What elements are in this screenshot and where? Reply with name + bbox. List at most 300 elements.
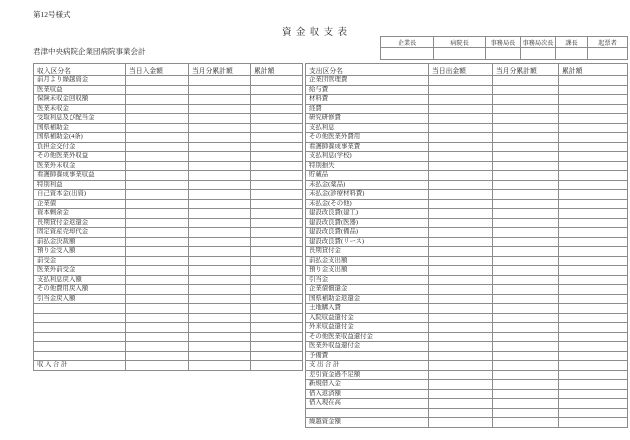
expense-row xyxy=(306,313,628,323)
expense-total-row xyxy=(306,361,628,371)
amount-cell xyxy=(429,285,493,295)
income-table xyxy=(33,63,303,371)
amount-cell xyxy=(126,294,189,304)
amount-cell xyxy=(251,161,303,171)
amount-cell xyxy=(429,76,493,86)
amount-cell xyxy=(189,361,251,371)
row-label-cell: 建設改良費(医器) xyxy=(306,218,429,228)
row-label-cell: 外来収益還付金 xyxy=(306,323,429,333)
amount-cell xyxy=(126,85,189,95)
amount-cell xyxy=(189,228,251,238)
amount-cell xyxy=(559,332,628,342)
amount-cell xyxy=(189,332,251,342)
expense-column-header: 支出区分名 xyxy=(306,64,429,76)
amount-cell xyxy=(251,76,303,86)
amount-cell xyxy=(189,247,251,257)
income-row xyxy=(34,228,303,238)
form-number: 第12号様式 xyxy=(33,10,71,19)
row-label-cell: 資本剰余金 xyxy=(34,209,126,219)
amount-cell xyxy=(189,85,251,95)
income-row xyxy=(34,285,303,295)
amount-cell xyxy=(493,190,559,200)
row-label-cell: 支払利息(学校) xyxy=(306,152,429,162)
amount-cell xyxy=(251,190,303,200)
row-label-cell: 土地購入費 xyxy=(306,304,429,314)
amount-cell xyxy=(559,237,628,247)
empty-row xyxy=(34,342,303,352)
income-total-row xyxy=(34,361,303,371)
amount-cell xyxy=(189,171,251,181)
amount-cell xyxy=(251,180,303,190)
empty-row xyxy=(34,332,303,342)
amount-cell xyxy=(251,114,303,124)
amount-cell xyxy=(559,180,628,190)
amount-cell xyxy=(251,304,303,314)
amount-cell xyxy=(493,313,559,323)
amount-cell xyxy=(126,76,189,86)
amount-cell xyxy=(189,266,251,276)
expense-row xyxy=(306,266,628,276)
amount-cell xyxy=(559,266,628,276)
amount-cell xyxy=(559,76,628,86)
expense-row xyxy=(306,332,628,342)
amount-cell xyxy=(251,199,303,209)
amount-cell xyxy=(126,313,189,323)
row-label-cell: 保険未収金回収額 xyxy=(34,95,126,105)
amount-cell xyxy=(493,114,559,124)
expense-row xyxy=(306,256,628,266)
income-row xyxy=(34,199,303,209)
amount-cell xyxy=(429,294,493,304)
amount-cell xyxy=(493,142,559,152)
amount-cell xyxy=(189,152,251,162)
row-label-cell: 未払金(薬品) xyxy=(306,180,429,190)
expense-row xyxy=(306,351,628,361)
amount-cell xyxy=(126,95,189,105)
expense-row xyxy=(306,104,628,114)
amount-cell xyxy=(429,332,493,342)
amount-cell xyxy=(126,332,189,342)
amount-cell xyxy=(251,85,303,95)
amount-cell xyxy=(429,342,493,352)
expense-row xyxy=(306,247,628,257)
amount-cell xyxy=(126,323,189,333)
amount-cell xyxy=(559,351,628,361)
amount-cell xyxy=(429,256,493,266)
amount-cell xyxy=(493,342,559,352)
amount-cell xyxy=(429,408,493,418)
amount-cell xyxy=(126,152,189,162)
income-row xyxy=(34,171,303,181)
amount-cell xyxy=(559,418,628,428)
amount-cell xyxy=(559,285,628,295)
row-label-cell xyxy=(34,323,126,333)
row-label-cell xyxy=(34,332,126,342)
expense-row xyxy=(306,85,628,95)
expense-row xyxy=(306,285,628,295)
income-row xyxy=(34,152,303,162)
expense-table xyxy=(305,63,628,428)
summary-row xyxy=(306,380,628,390)
income-row xyxy=(34,266,303,276)
income-row xyxy=(34,76,303,86)
row-label-cell: 医業外前受金 xyxy=(34,266,126,276)
amount-cell xyxy=(559,218,628,228)
amount-cell xyxy=(493,237,559,247)
expense-row xyxy=(306,342,628,352)
amount-cell xyxy=(559,256,628,266)
income-row xyxy=(34,142,303,152)
row-label-cell: 医業外未収金 xyxy=(34,161,126,171)
amount-cell xyxy=(559,152,628,162)
row-label-cell: 建設改良費(建工) xyxy=(306,209,429,219)
row-label-cell: 預り金受入額 xyxy=(34,247,126,257)
amount-cell xyxy=(189,123,251,133)
row-label-cell: 収 入 合 計 xyxy=(34,361,126,371)
amount-cell xyxy=(251,152,303,162)
amount-cell xyxy=(493,408,559,418)
income-column-header: 当日入金額 xyxy=(126,64,189,76)
amount-cell xyxy=(429,228,493,238)
summary-row xyxy=(306,370,628,380)
amount-cell xyxy=(429,180,493,190)
approval-header-row xyxy=(381,37,628,48)
amount-cell xyxy=(126,161,189,171)
amount-cell xyxy=(559,323,628,333)
expense-row xyxy=(306,294,628,304)
account-name: 君津中央病院企業団病院事業会計 xyxy=(33,47,146,56)
row-label-cell: 企業団管理費 xyxy=(306,76,429,86)
amount-cell xyxy=(189,142,251,152)
empty-row xyxy=(34,304,303,314)
amount-cell xyxy=(493,361,559,371)
amount-cell xyxy=(126,133,189,143)
amount-cell xyxy=(189,133,251,143)
amount-cell xyxy=(429,266,493,276)
approval-signature-row xyxy=(381,48,628,60)
amount-cell xyxy=(429,171,493,181)
amount-cell xyxy=(493,199,559,209)
amount-cell xyxy=(559,161,628,171)
amount-cell xyxy=(189,304,251,314)
amount-cell xyxy=(559,275,628,285)
amount-cell xyxy=(493,104,559,114)
amount-cell xyxy=(493,332,559,342)
approval-column-header: 事務局次長 xyxy=(521,37,556,48)
amount-cell xyxy=(559,228,628,238)
amount-cell xyxy=(189,180,251,190)
row-label-cell: 引当金戻入額 xyxy=(34,294,126,304)
expense-row xyxy=(306,237,628,247)
row-label-cell: 受取利息及び配当金 xyxy=(34,114,126,124)
income-column-header: 累計額 xyxy=(251,64,303,76)
expense-row xyxy=(306,323,628,333)
amount-cell xyxy=(189,237,251,247)
amount-cell xyxy=(251,285,303,295)
expense-row xyxy=(306,142,628,152)
approval-signature-cell xyxy=(588,48,628,60)
amount-cell xyxy=(189,294,251,304)
amount-cell xyxy=(493,399,559,409)
page-title: 資 金 収 支 表 xyxy=(281,28,348,38)
row-label-cell: 特別利益 xyxy=(34,180,126,190)
amount-cell xyxy=(126,199,189,209)
amount-cell xyxy=(493,161,559,171)
amount-cell xyxy=(559,247,628,257)
row-label-cell: 繰越資金額 xyxy=(306,418,429,428)
amount-cell xyxy=(429,247,493,257)
row-label-cell xyxy=(34,304,126,314)
amount-cell xyxy=(493,152,559,162)
expense-row xyxy=(306,180,628,190)
amount-cell xyxy=(126,304,189,314)
expense-row xyxy=(306,95,628,105)
amount-cell xyxy=(429,323,493,333)
amount-cell xyxy=(189,351,251,361)
amount-cell xyxy=(493,218,559,228)
summary-row xyxy=(306,399,628,409)
expense-row xyxy=(306,114,628,124)
amount-cell xyxy=(493,285,559,295)
row-label-cell: 差引資金過不足額 xyxy=(306,370,429,380)
row-label-cell: 負担金交付金 xyxy=(34,142,126,152)
row-label-cell: 医業外収益還付金 xyxy=(306,342,429,352)
amount-cell xyxy=(493,228,559,238)
amount-cell xyxy=(493,275,559,285)
amount-cell xyxy=(559,389,628,399)
row-label-cell: その他医業収益還付金 xyxy=(306,332,429,342)
summary-row xyxy=(306,389,628,399)
row-label-cell: 経費 xyxy=(306,104,429,114)
amount-cell xyxy=(429,218,493,228)
row-label-cell xyxy=(306,408,429,418)
amount-cell xyxy=(429,123,493,133)
amount-cell xyxy=(251,275,303,285)
amount-cell xyxy=(126,247,189,257)
amount-cell xyxy=(189,199,251,209)
amount-cell xyxy=(126,123,189,133)
row-label-cell: 国県補助金 xyxy=(34,123,126,133)
row-label-cell: 医業未収金 xyxy=(34,104,126,114)
amount-cell xyxy=(189,209,251,219)
approval-column-header: 課長 xyxy=(556,37,588,48)
amount-cell xyxy=(429,275,493,285)
expense-row xyxy=(306,199,628,209)
approval-signature-cell xyxy=(486,48,521,60)
amount-cell xyxy=(429,104,493,114)
amount-cell xyxy=(559,408,628,418)
row-label-cell: 借入現在高 xyxy=(306,399,429,409)
amount-cell xyxy=(429,85,493,95)
amount-cell xyxy=(189,76,251,86)
row-label-cell: その他費用戻入額 xyxy=(34,285,126,295)
amount-cell xyxy=(559,114,628,124)
income-row xyxy=(34,209,303,219)
amount-cell xyxy=(559,342,628,352)
amount-cell xyxy=(559,104,628,114)
empty-row xyxy=(34,323,303,333)
amount-cell xyxy=(559,304,628,314)
row-label-cell: 医業収益 xyxy=(34,85,126,95)
amount-cell xyxy=(251,266,303,276)
amount-cell xyxy=(429,114,493,124)
expense-row xyxy=(306,228,628,238)
amount-cell xyxy=(429,361,493,371)
row-label-cell: 看護師養成事業収益 xyxy=(34,171,126,181)
amount-cell xyxy=(493,389,559,399)
amount-cell xyxy=(493,123,559,133)
spacer-row xyxy=(306,408,628,418)
amount-cell xyxy=(251,95,303,105)
income-row xyxy=(34,104,303,114)
amount-cell xyxy=(559,123,628,133)
amount-cell xyxy=(251,361,303,371)
income-column-header: 当月分累計額 xyxy=(189,64,251,76)
amount-cell xyxy=(126,142,189,152)
row-label-cell: 支払利息戻入額 xyxy=(34,275,126,285)
amount-cell xyxy=(189,104,251,114)
amount-cell xyxy=(559,399,628,409)
amount-cell xyxy=(493,209,559,219)
approval-column-header: 企業長 xyxy=(381,37,434,48)
row-label-cell: 前受金 xyxy=(34,256,126,266)
amount-cell xyxy=(429,237,493,247)
income-row xyxy=(34,275,303,285)
row-label-cell xyxy=(34,313,126,323)
amount-cell xyxy=(126,351,189,361)
expense-header-row xyxy=(306,64,628,76)
amount-cell xyxy=(189,161,251,171)
expense-row xyxy=(306,123,628,133)
amount-cell xyxy=(251,171,303,181)
income-row xyxy=(34,247,303,257)
amount-cell xyxy=(126,275,189,285)
approval-column-header: 事務局長 xyxy=(486,37,521,48)
amount-cell xyxy=(429,370,493,380)
amount-cell xyxy=(126,266,189,276)
amount-cell xyxy=(189,114,251,124)
amount-cell xyxy=(251,247,303,257)
amount-cell xyxy=(493,294,559,304)
amount-cell xyxy=(189,256,251,266)
amount-cell xyxy=(189,342,251,352)
amount-cell xyxy=(429,152,493,162)
expense-row xyxy=(306,209,628,219)
amount-cell xyxy=(493,256,559,266)
row-label-cell: 未払金(その他) xyxy=(306,199,429,209)
row-label-cell: 入院収益還付金 xyxy=(306,313,429,323)
row-label-cell: 前払金支出額 xyxy=(306,256,429,266)
amount-cell xyxy=(126,361,189,371)
amount-cell xyxy=(251,209,303,219)
income-row xyxy=(34,123,303,133)
amount-cell xyxy=(429,133,493,143)
amount-cell xyxy=(251,332,303,342)
income-row xyxy=(34,161,303,171)
amount-cell xyxy=(429,142,493,152)
row-label-cell: 長期貸付金 xyxy=(306,247,429,257)
row-label-cell: 予備費 xyxy=(306,351,429,361)
amount-cell xyxy=(429,389,493,399)
amount-cell xyxy=(559,171,628,181)
approval-signature-cell xyxy=(381,48,434,60)
amount-cell xyxy=(559,313,628,323)
amount-cell xyxy=(429,380,493,390)
expense-row xyxy=(306,275,628,285)
approval-column-header: 病院長 xyxy=(434,37,486,48)
expense-row xyxy=(306,161,628,171)
income-row xyxy=(34,85,303,95)
amount-cell xyxy=(251,351,303,361)
amount-cell xyxy=(559,370,628,380)
row-label-cell: 引当金 xyxy=(306,275,429,285)
amount-cell xyxy=(189,285,251,295)
row-label-cell: 新規借入金 xyxy=(306,380,429,390)
amount-cell xyxy=(126,237,189,247)
row-label-cell: 支 出 合 計 xyxy=(306,361,429,371)
row-label-cell: 長期貸付金返還金 xyxy=(34,218,126,228)
approval-signature-cell xyxy=(521,48,556,60)
amount-cell xyxy=(251,237,303,247)
approval-signature-table xyxy=(380,36,628,60)
income-row xyxy=(34,256,303,266)
amount-cell xyxy=(251,218,303,228)
amount-cell xyxy=(493,76,559,86)
amount-cell xyxy=(251,294,303,304)
amount-cell xyxy=(251,256,303,266)
row-label-cell xyxy=(34,342,126,352)
row-label-cell: 前月より繰越資金 xyxy=(34,76,126,86)
amount-cell xyxy=(429,313,493,323)
amount-cell xyxy=(126,114,189,124)
row-label-cell: その他医業外収益 xyxy=(34,152,126,162)
row-label-cell: 建設改良費(リース) xyxy=(306,237,429,247)
expense-row xyxy=(306,133,628,143)
row-label-cell: 未払金(診療材料費) xyxy=(306,190,429,200)
amount-cell xyxy=(493,266,559,276)
row-label-cell: 給与費 xyxy=(306,85,429,95)
income-header-row xyxy=(34,64,303,76)
amount-cell xyxy=(559,199,628,209)
amount-cell xyxy=(493,418,559,428)
row-label-cell: 研究研修費 xyxy=(306,114,429,124)
income-row xyxy=(34,180,303,190)
row-label-cell: 自己資本金(出資) xyxy=(34,190,126,200)
expense-column-header: 累計額 xyxy=(559,64,628,76)
amount-cell xyxy=(126,342,189,352)
row-label-cell xyxy=(34,351,126,361)
amount-cell xyxy=(251,123,303,133)
amount-cell xyxy=(493,171,559,181)
income-row xyxy=(34,190,303,200)
amount-cell xyxy=(493,370,559,380)
amount-cell xyxy=(251,313,303,323)
income-row xyxy=(34,95,303,105)
expense-row xyxy=(306,304,628,314)
income-column-header: 収入区分名 xyxy=(34,64,126,76)
amount-cell xyxy=(429,209,493,219)
carryover-row xyxy=(306,418,628,428)
row-label-cell: 前払金決裁額 xyxy=(34,237,126,247)
row-label-cell: 国県補助金返還金 xyxy=(306,294,429,304)
amount-cell xyxy=(493,85,559,95)
amount-cell xyxy=(429,95,493,105)
amount-cell xyxy=(559,190,628,200)
expense-row xyxy=(306,76,628,86)
amount-cell xyxy=(493,323,559,333)
expense-row xyxy=(306,171,628,181)
amount-cell xyxy=(189,275,251,285)
